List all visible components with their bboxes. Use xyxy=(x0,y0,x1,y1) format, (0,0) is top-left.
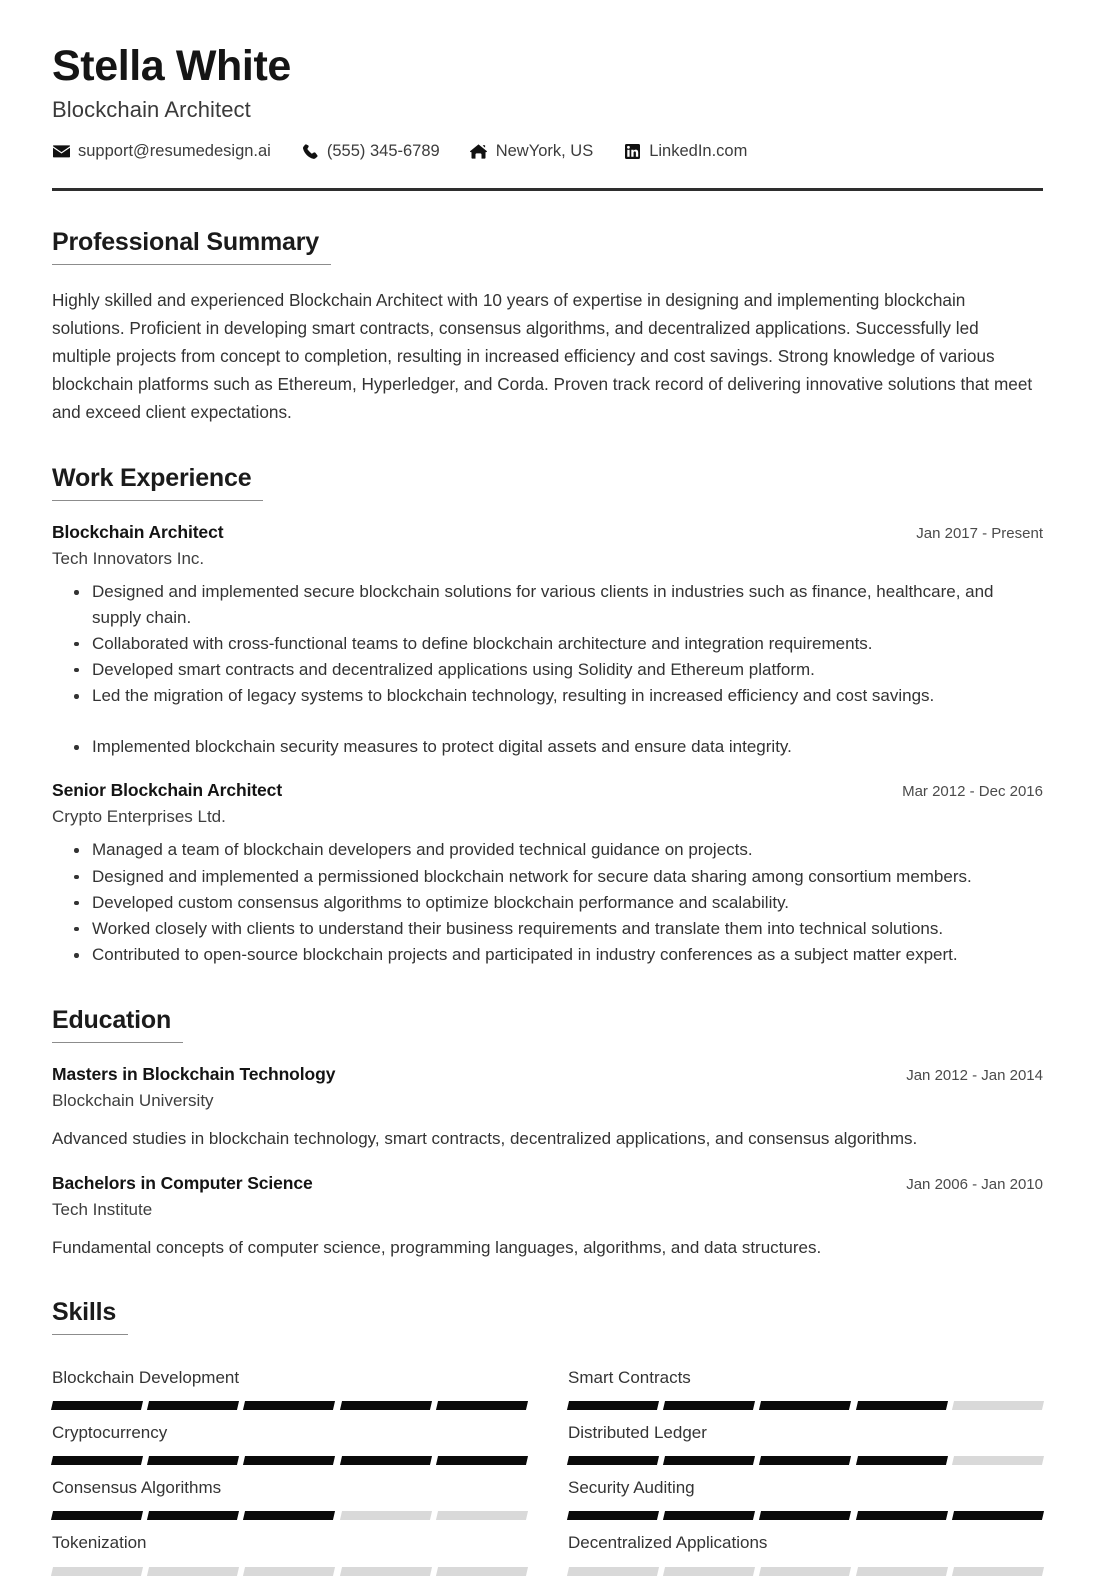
skill-rating-segment xyxy=(340,1401,432,1410)
skill-rating-segment xyxy=(952,1511,1044,1520)
skill-rating-segment xyxy=(147,1567,239,1576)
skill-rating-bar xyxy=(52,1456,527,1465)
candidate-job-title: Blockchain Architect xyxy=(52,97,251,123)
section-education xyxy=(52,1006,1043,1260)
work-date: Mar 2012 - Dec 2016 xyxy=(902,783,1043,801)
skill-item xyxy=(568,1410,1043,1465)
contact-linkedin-text: LinkedIn.com xyxy=(649,142,748,161)
skill-rating-segment xyxy=(147,1401,239,1410)
skill-rating-bar xyxy=(52,1511,527,1520)
skill-rating-segment xyxy=(243,1401,335,1410)
envelope-icon xyxy=(52,144,70,160)
work-role: Senior Blockchain Architect xyxy=(52,780,283,801)
skill-rating-segment xyxy=(340,1567,432,1576)
skill-rating-segment xyxy=(952,1456,1044,1465)
education-degree: Bachelors in Computer Science xyxy=(52,1172,313,1193)
skill-item xyxy=(52,1355,527,1410)
skill-name: Security Auditing xyxy=(568,1478,695,1498)
skill-rating-segment xyxy=(567,1456,659,1465)
list-item: Implemented blockchain security measures to protect digital assets and ensure data integrity. xyxy=(90,734,1043,759)
work-entry xyxy=(52,522,1043,759)
list-item: Managed a team of blockchain developers and provided technical guidance on projects. xyxy=(90,837,1043,862)
skill-rating-segment xyxy=(436,1456,528,1465)
skill-item xyxy=(568,1355,1043,1410)
education-degree: Masters in Blockchain Technology xyxy=(52,1064,336,1085)
candidate-name: Stella White xyxy=(52,42,291,90)
linkedin-icon xyxy=(623,144,641,160)
skill-item xyxy=(568,1465,1043,1520)
skill-rating-bar xyxy=(568,1567,1043,1576)
skill-rating-segment xyxy=(856,1511,948,1520)
contact-email-text: support@resumedesign.ai xyxy=(78,142,271,161)
header-divider xyxy=(52,188,1043,191)
work-company: Crypto Enterprises Ltd. xyxy=(52,807,226,827)
skill-rating-segment xyxy=(663,1456,755,1465)
skill-rating-segment xyxy=(436,1401,528,1410)
contact-row xyxy=(52,142,1043,161)
skill-rating-bar xyxy=(568,1511,1043,1520)
home-icon xyxy=(470,144,488,160)
list-item: Led the migration of legacy systems to blockchain technology, resulting in increased efficiency and cost savings. xyxy=(90,683,1043,708)
skill-rating-segment xyxy=(436,1567,528,1576)
skill-name: Blockchain Development xyxy=(52,1368,240,1388)
work-date: Jan 2017 - Present xyxy=(916,525,1043,543)
skill-rating-segment xyxy=(952,1401,1044,1410)
skill-rating-segment xyxy=(51,1567,143,1576)
section-heading-skills: Skills xyxy=(52,1298,128,1335)
skill-rating-segment xyxy=(147,1511,239,1520)
skill-rating-bar xyxy=(568,1401,1043,1410)
contact-email[interactable] xyxy=(52,142,271,161)
skill-name: Cryptocurrency xyxy=(52,1423,168,1443)
work-role: Blockchain Architect xyxy=(52,522,224,543)
work-entry xyxy=(52,780,1043,967)
skill-name: Decentralized Applications xyxy=(568,1533,768,1553)
skill-rating-segment xyxy=(436,1511,528,1520)
skill-rating-segment xyxy=(51,1401,143,1410)
work-company: Tech Innovators Inc. xyxy=(52,549,205,569)
skill-rating-segment xyxy=(243,1511,335,1520)
skill-rating-segment xyxy=(759,1567,851,1576)
skill-rating-segment xyxy=(856,1567,948,1576)
skill-item xyxy=(52,1465,527,1520)
skill-name: Tokenization xyxy=(52,1533,147,1553)
work-bullets xyxy=(52,837,1043,967)
contact-location-text: NewYork, US xyxy=(495,142,594,161)
resume-header xyxy=(52,42,1043,191)
skill-rating-segment xyxy=(856,1456,948,1465)
skill-rating-segment xyxy=(51,1456,143,1465)
list-item: Contributed to open-source blockchain projects and participated in industry conferences as a subject matter expert. xyxy=(90,942,1043,967)
education-description: Advanced studies in blockchain technology, smart contracts, decentralized applications, and consensus algorithms. xyxy=(52,1129,918,1149)
education-school: Blockchain University xyxy=(52,1091,214,1111)
skill-rating-segment xyxy=(663,1401,755,1410)
skill-rating-segment xyxy=(759,1511,851,1520)
education-description: Fundamental concepts of computer science, programming languages, algorithms, and data structures. xyxy=(52,1237,822,1257)
section-heading-work: Work Experience xyxy=(52,464,263,501)
contact-phone-text: (555) 345-6789 xyxy=(326,142,440,161)
skill-rating-segment xyxy=(952,1567,1044,1576)
skills-grid xyxy=(52,1355,1043,1575)
skill-item xyxy=(52,1410,527,1465)
section-professional-summary xyxy=(52,228,1043,426)
skill-rating-bar xyxy=(52,1401,527,1410)
skill-rating-segment xyxy=(663,1567,755,1576)
skill-rating-segment xyxy=(147,1456,239,1465)
skill-rating-segment xyxy=(567,1511,659,1520)
list-item: Worked closely with clients to understand their business requirements and translate them into technical solutions. xyxy=(90,916,1043,941)
skill-rating-segment xyxy=(243,1456,335,1465)
list-item: Developed custom consensus algorithms to optimize blockchain performance and scalability. xyxy=(90,890,1043,915)
skill-rating-segment xyxy=(567,1401,659,1410)
section-skills xyxy=(52,1298,1043,1575)
skill-rating-segment xyxy=(856,1401,948,1410)
section-work-experience xyxy=(52,464,1043,967)
contact-linkedin[interactable] xyxy=(623,142,747,161)
skill-rating-segment xyxy=(243,1567,335,1576)
list-item: Designed and implemented a permissioned blockchain network for secure data sharing among consortium members. xyxy=(90,864,1043,889)
skill-name: Smart Contracts xyxy=(568,1368,691,1388)
education-school: Tech Institute xyxy=(52,1199,153,1219)
skill-rating-segment xyxy=(759,1401,851,1410)
work-bullets xyxy=(52,579,1043,759)
skill-rating-segment xyxy=(340,1456,432,1465)
skill-rating-segment xyxy=(759,1456,851,1465)
list-item: Developed smart contracts and decentralized applications using Solidity and Ethereum platform. xyxy=(90,657,1043,682)
education-entry-head xyxy=(52,1064,1043,1085)
education-entry xyxy=(52,1064,1043,1152)
skill-rating-bar xyxy=(52,1567,527,1576)
contact-location[interactable] xyxy=(470,142,594,161)
skill-item xyxy=(568,1520,1043,1575)
skill-rating-segment xyxy=(340,1511,432,1520)
phone-icon xyxy=(301,144,319,160)
summary-text: Highly skilled and experienced Blockchain Architect with 10 years of expertise in designing and implementing blockchain solutions. Proficient in developing smart contracts, consensus algorithms, and decentralized applications. Successfully led multiple projects from concept to completion, resulting in increased efficiency and cost savings. Strong knowledge of various blockchain platforms such as Ethereum, Hyperledger, and Corda. Proven track record of delivering innovative solutions that meet and exceed client expectations. xyxy=(52,290,1033,422)
skill-item xyxy=(52,1520,527,1575)
work-entry-head xyxy=(52,522,1043,543)
work-entry-head xyxy=(52,780,1043,801)
section-heading-education: Education xyxy=(52,1006,183,1043)
section-heading-summary: Professional Summary xyxy=(52,228,331,265)
skill-name: Distributed Ledger xyxy=(568,1423,707,1443)
skill-rating-segment xyxy=(567,1567,659,1576)
contact-phone[interactable] xyxy=(301,142,440,161)
education-date: Jan 2006 - Jan 2010 xyxy=(906,1175,1043,1193)
list-item: Designed and implemented secure blockchain solutions for various clients in industries such as finance, healthcare, and supply chain. xyxy=(90,579,1043,629)
skill-rating-segment xyxy=(663,1511,755,1520)
education-date: Jan 2012 - Jan 2014 xyxy=(906,1067,1043,1085)
skill-rating-bar xyxy=(568,1456,1043,1465)
education-entry xyxy=(52,1173,1043,1261)
skill-name: Consensus Algorithms xyxy=(52,1478,222,1498)
education-entry-head xyxy=(52,1173,1043,1194)
skill-rating-segment xyxy=(51,1511,143,1520)
list-item: Collaborated with cross-functional teams to define blockchain architecture and integration requirements. xyxy=(90,631,1043,656)
